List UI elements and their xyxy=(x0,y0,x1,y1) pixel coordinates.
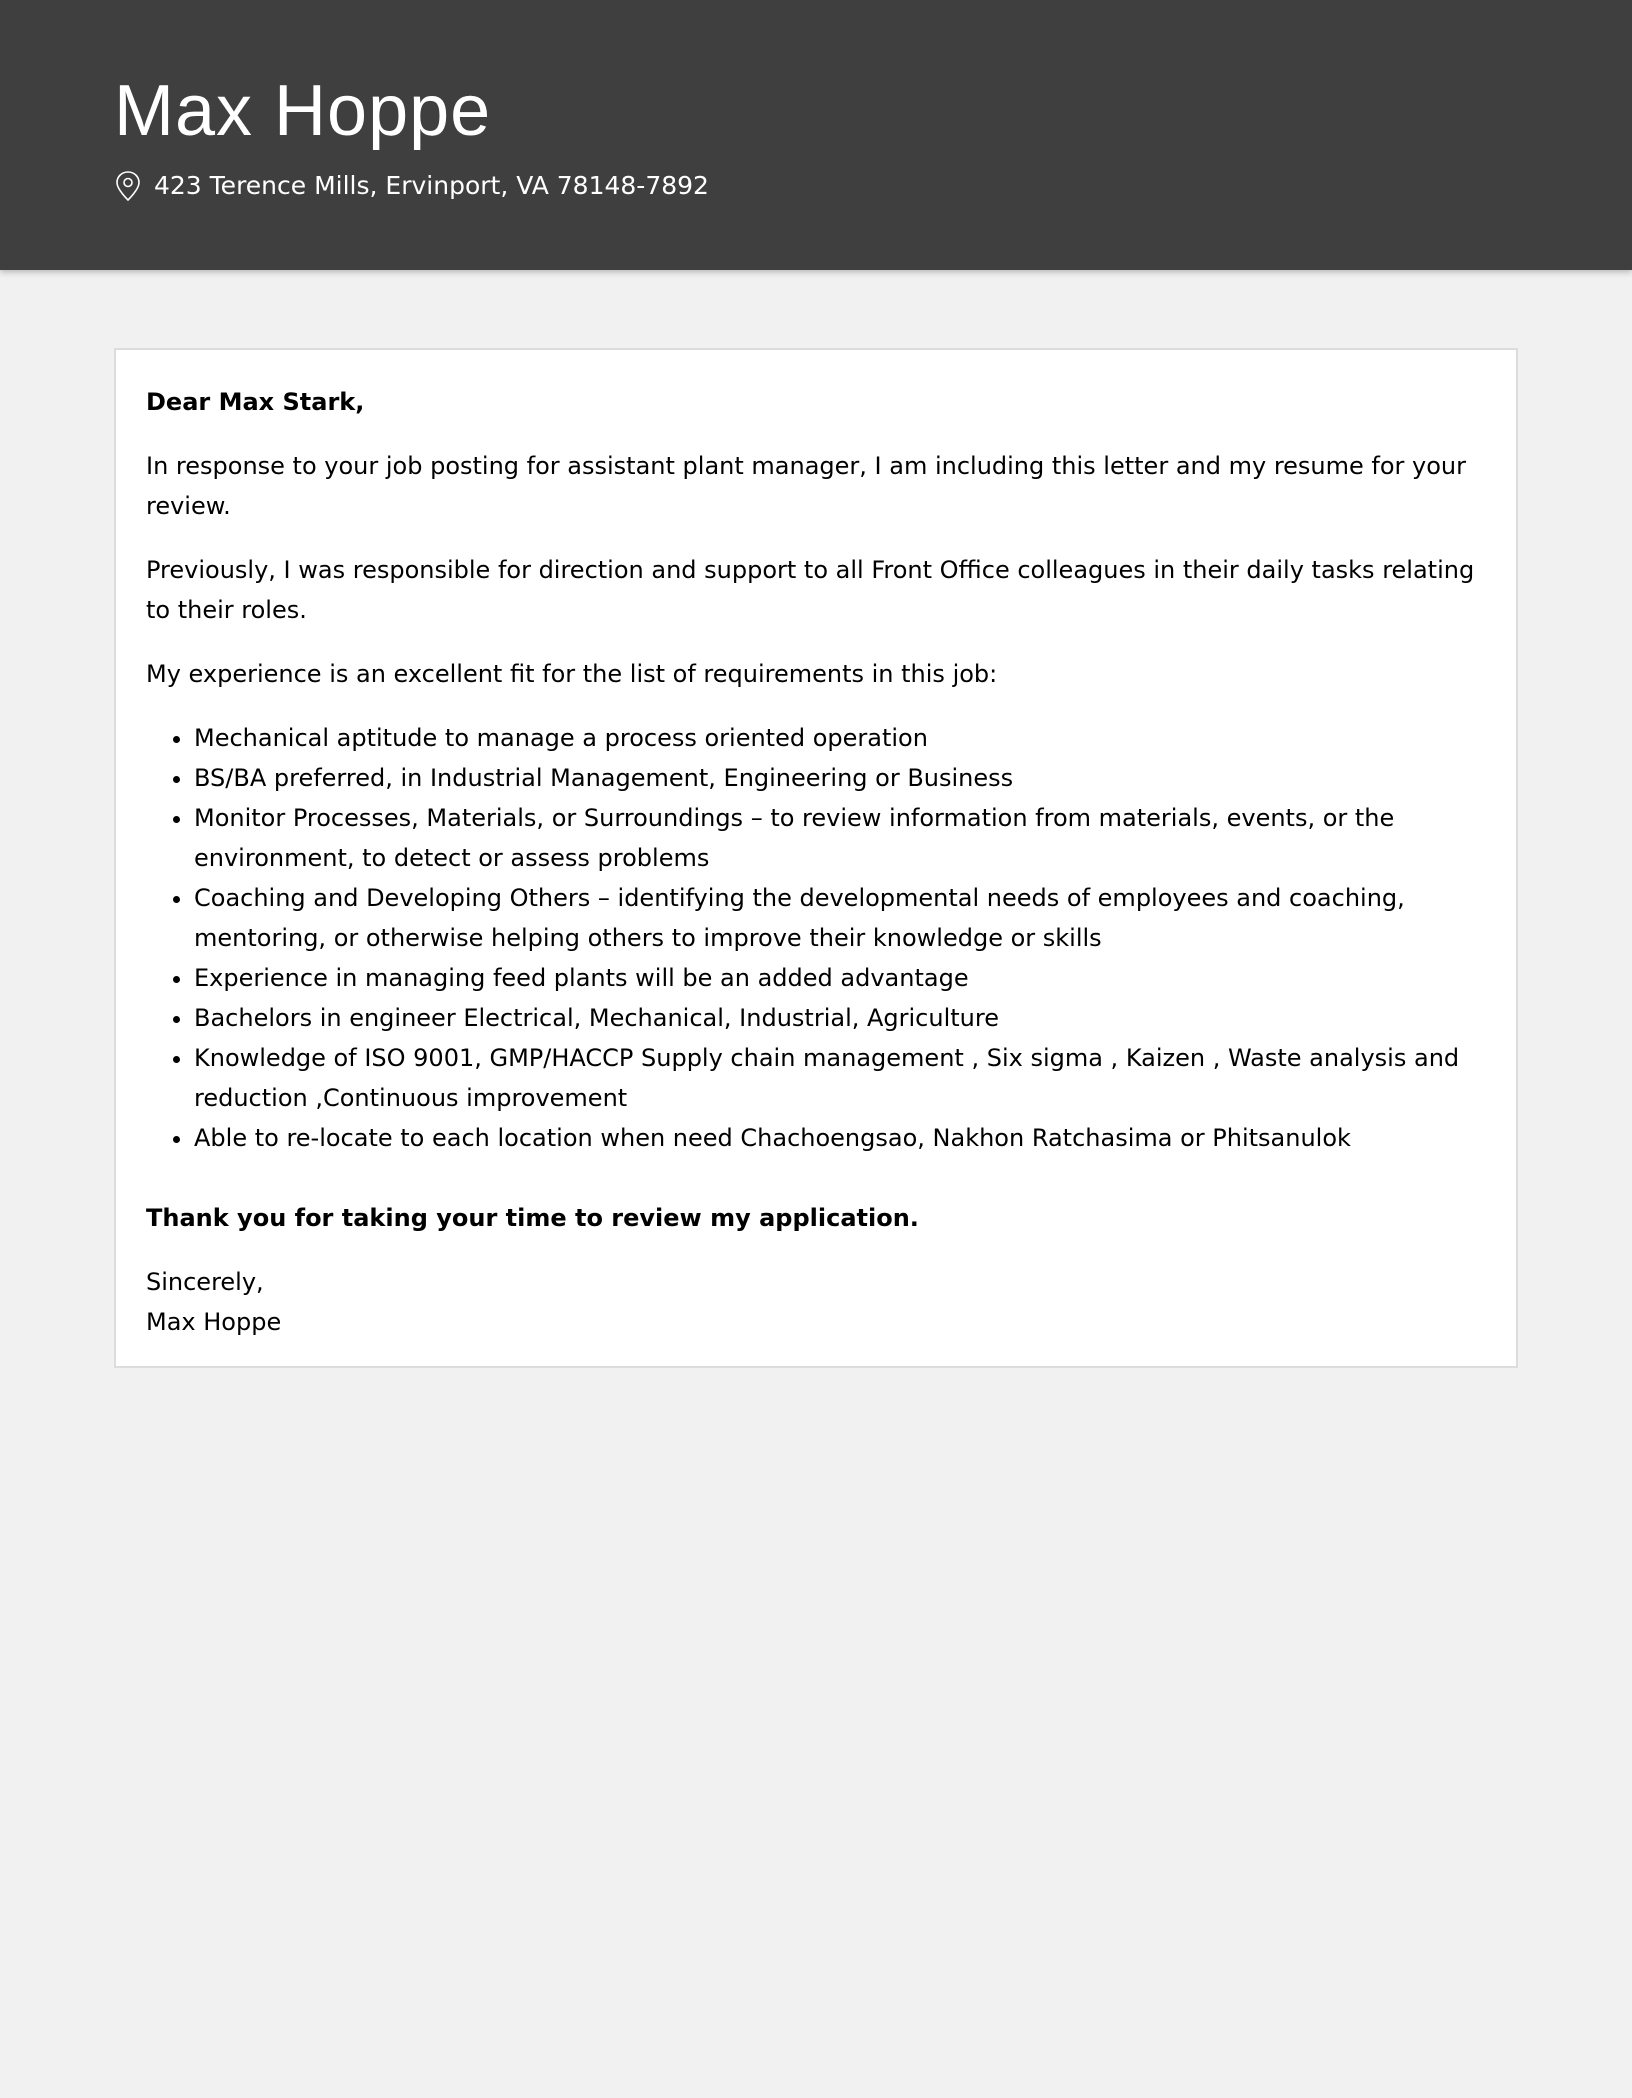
requirement-item: • BS/BA preferred, in Industrial Management, Engineering or Business xyxy=(194,758,1486,798)
closing-salutation: Sincerely, xyxy=(146,1268,264,1296)
requirement-item: • Bachelors in engineer Electrical, Mechanical, Industrial, Agriculture xyxy=(194,998,1486,1038)
closing-thanks: Thank you for taking your time to review my application. xyxy=(146,1204,919,1232)
applicant-name: Max Hoppe xyxy=(114,71,492,151)
letter-salutation: Dear Max Stark, xyxy=(146,388,365,416)
requirement-item: • Mechanical aptitude to manage a process oriented operation xyxy=(194,718,1486,758)
address-text: 423 Terence Mills, Ervinport, VA 78148-7892 xyxy=(154,171,709,200)
requirement-item: • Monitor Processes, Materials, or Surroundings – to review information from materials, events, or the environment, to detect or assess problems xyxy=(194,798,1486,878)
letter-paragraph: In response to your job posting for assistant plant manager, I am including this letter and my resume for your review. xyxy=(146,452,1466,520)
address-line xyxy=(114,166,709,206)
requirement-item: • Able to re-locate to each location when need Chachoengsao, Nakhon Ratchasima or Phitsanulok xyxy=(194,1118,1486,1158)
requirement-item: • Knowledge of ISO 9001, GMP/HACCP Supply chain management , Six sigma , Kaizen , Waste analysis and reduction ,Continuous improvement xyxy=(194,1038,1486,1118)
map-pin-icon xyxy=(114,170,142,202)
page-header xyxy=(0,0,1632,270)
requirement-item: • Coaching and Developing Others – identifying the developmental needs of employees and coaching, mentoring, or otherwise helping others to improve their knowledge or skills xyxy=(194,878,1486,958)
signature-name: Max Hoppe xyxy=(146,1308,282,1336)
cover-letter-card xyxy=(114,348,1518,1368)
requirement-item: • Experience in managing feed plants will be an added advantage xyxy=(194,958,1486,998)
requirements-list xyxy=(146,718,1486,1158)
letter-paragraph: My experience is an excellent fit for the list of requirements in this job: xyxy=(146,660,998,688)
letter-paragraph: Previously, I was responsible for direction and support to all Front Office colleagues in their daily tasks relating to their roles. xyxy=(146,556,1475,624)
